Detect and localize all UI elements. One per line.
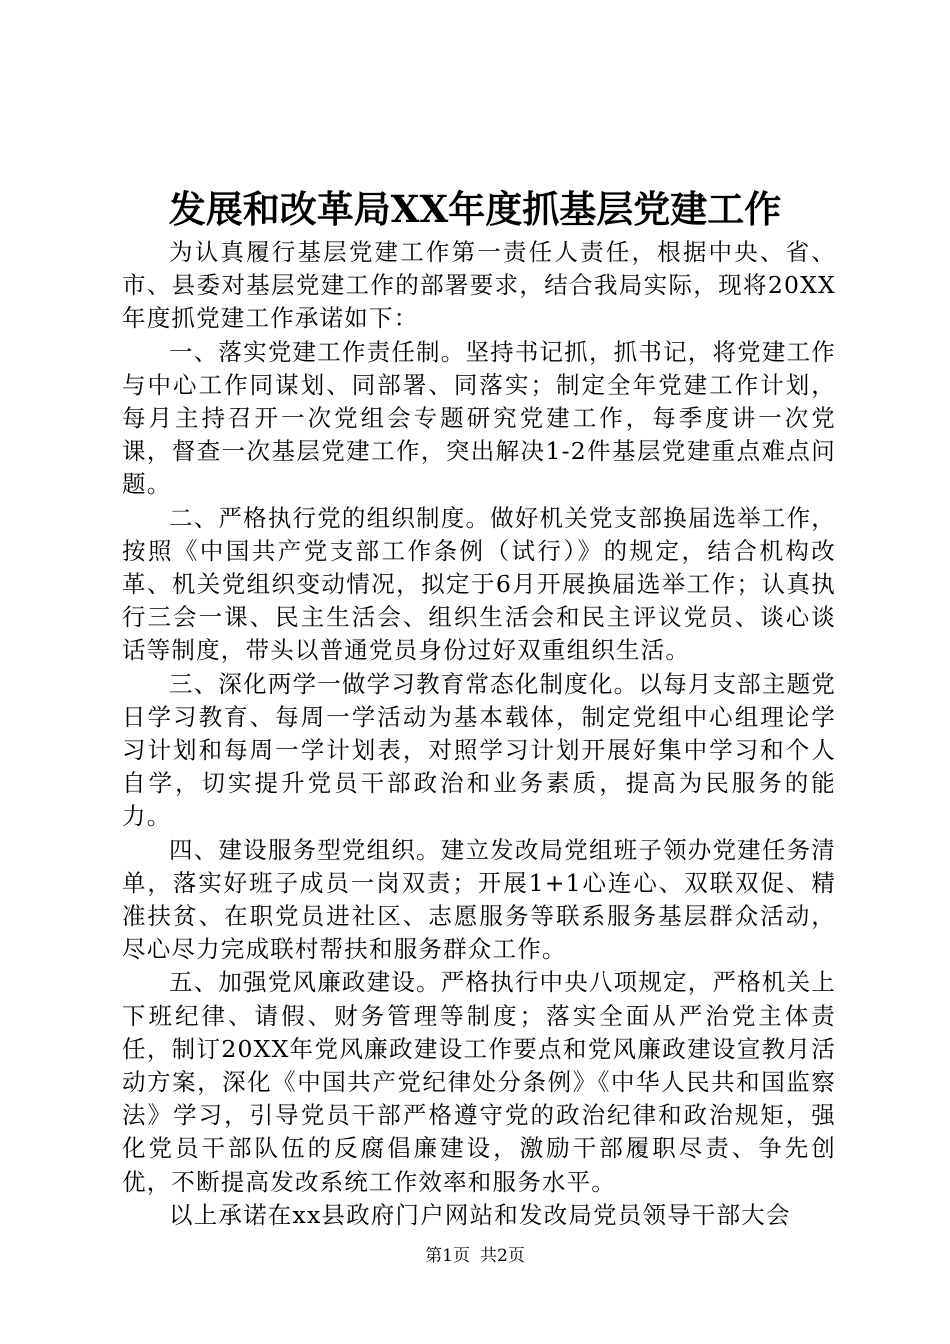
paragraph-item-3: 三、深化两学一做学习教育常态化制度化。以每月支部主题党日学习教育、每周一学活动为基本载体，制定党组中心组理论学习计划和每周一学计划表，对照学习计划开展好集中学习和个人自学，切实提升党员干部政治和业务素质，提高为民服务的能力。 (122, 669, 836, 831)
paragraph-item-5: 五、加强党风廉政建设。严格执行中央八项规定，严格机关上下班纪律、请假、财务管理等制度；落实全面从严治党主体责任，制订20XX年党风廉政建设工作要点和党风廉政建设宣教月活动方案，深化《中国共产党纪律处分条例》《中华人民共和国监察法》学习，引导党员干部严格遵守党的政治纪律和政治规矩，强化党员干部队伍的反腐倡廉建设，激励干部履职尽责、争先创优，不断提高发改系统工作效率和服务水平。 (122, 968, 836, 1196)
page-number-total: 共2页 (480, 1246, 525, 1266)
paragraph-item-4: 四、建设服务型党组织。建立发改局党组班子领办党建任务清单，落实好班子成员一岗双责；开展1+1心连心、双联双促、精准扶贫、在职党员进社区、志愿服务等联系服务基层群众活动，尽心尽力完成联村帮扶和服务群众工作。 (122, 835, 836, 964)
paragraph-item-1: 一、落实党建工作责任制。坚持书记抓，抓书记，将党建工作与中心工作同谋划、同部署、同落实；制定全年党建工作计划，每月主持召开一次党组会专题研究党建工作，每季度讲一次党课，督查一次基层党建工作，突出解决1-2件基层党建重点难点问题。 (122, 337, 836, 499)
page-number-current: 第1页 (425, 1246, 470, 1266)
paragraph-item-2: 二、严格执行党的组织制度。做好机关党支部换届选举工作，按照《中国共产党支部工作条例（试行）》的规定，结合机构改革、机关党组织变动情况，拟定于6月开展换届选举工作；认真执行三会一课、民主生活会、组织生活会和民主评议党员、谈心谈话等制度，带头以普通党员身份过好双重组织生活。 (122, 503, 836, 665)
paragraph-closing: 以上承诺在xx县政府门户网站和发改局党员领导干部大会 (169, 1200, 791, 1229)
document-body (122, 236, 836, 1232)
paragraph-intro: 为认真履行基层党建工作第一责任人责任，根据中央、省、市、县委对基层党建工作的部署要求，结合我局实际，现将20XX年度抓党建工作承诺如下： (122, 238, 836, 333)
page-footer (0, 1245, 950, 1267)
document-title: 发展和改革局XX年度抓基层党建工作 (168, 187, 782, 231)
